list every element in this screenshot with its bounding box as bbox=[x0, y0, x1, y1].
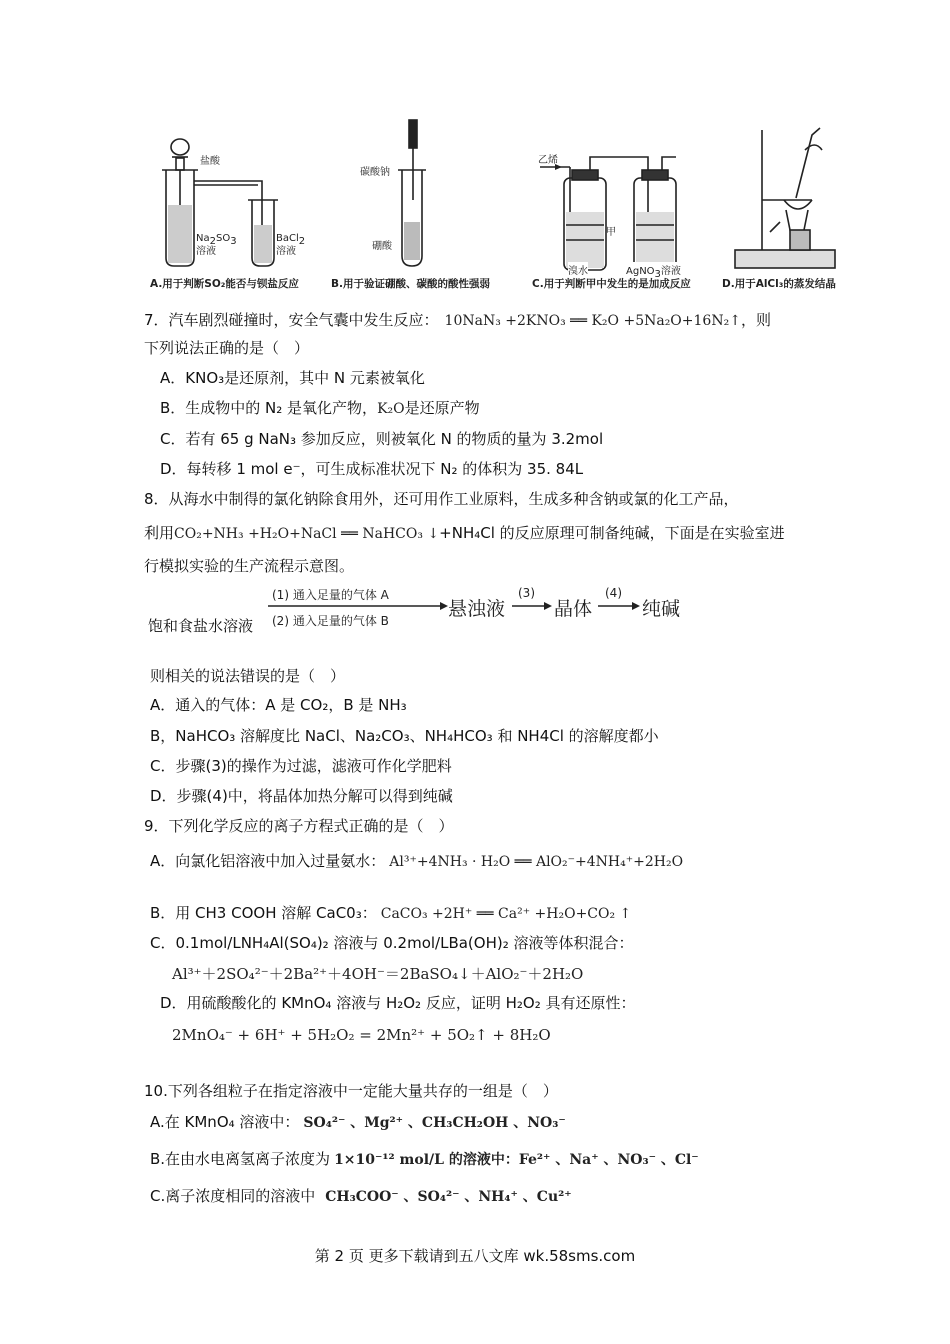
q9-eq-b: CaCO₃ +2H⁺ ══ Ca²⁺ +H₂O+CO₂ ↑ bbox=[380, 906, 632, 922]
q7-option-d: D．每转移 1 mol e⁻，可生成标准状况下 N₂ 的体积为 35. 84L bbox=[160, 460, 584, 478]
q8-option-c: C．步骤(3)的操作为过滤，滤液可作化学肥料 bbox=[150, 757, 452, 775]
label-bromine: 溴水 bbox=[568, 262, 588, 277]
label-ethylene: 乙烯 bbox=[538, 155, 558, 166]
apparatus-d bbox=[735, 128, 835, 268]
apparatus-drawing bbox=[0, 0, 950, 300]
apparatus-b bbox=[398, 120, 426, 266]
q8-option-b: B，NaHCO₃ 溶解度比 NaCl、Na₂CO₃、NH₄HCO₃ 和 NH4Cl 的溶解度都小 bbox=[150, 727, 659, 745]
q7-stem: 7．汽车剧烈碰撞时，安全气囊中发生反应： 10NaN₃ +2KNO₃ ══ K₂O +5Na₂O+16N₂↑，则 bbox=[144, 311, 771, 329]
flow-step3: (3) bbox=[518, 586, 535, 600]
flow-node-suspension: 悬浊液 bbox=[448, 598, 506, 620]
q10-stem: 10.下列各组粒子在指定溶液中一定能大量共存的一组是（ ） bbox=[144, 1082, 558, 1100]
label-hcl: 盐酸 bbox=[200, 156, 220, 167]
q10-option-a: A.在 KMnO₄ 溶液中： SO₄²⁻ 、Mg²⁺ 、CH₃CH₂OH 、NO₃⁻ bbox=[150, 1113, 566, 1131]
caption-c: C.用于判断甲中发生的是加成反应 bbox=[532, 278, 691, 290]
q7-equation: 10NaN₃ +2KNO₃ ══ K₂O +5Na₂O+16N₂↑ bbox=[444, 313, 741, 329]
apparatus-c bbox=[540, 157, 676, 270]
q8-line3: 行模拟实验的生产流程示意图。 bbox=[144, 557, 355, 575]
q8-line1: 8．从海水中制得的氯化钠除食用外，还可用作工业原料，生成多种含钠或氯的化工产品， bbox=[144, 490, 739, 508]
label-na2co3: 碳酸钠 bbox=[360, 167, 390, 178]
q9-eq-a: Al³⁺+4NH₃ · H₂O ══ AlO₂⁻+4NH₄⁺+2H₂O bbox=[389, 854, 684, 870]
flow-node-soda: 纯碱 bbox=[642, 598, 681, 620]
flow-step2: (2) 通入足量的气体 B bbox=[272, 614, 389, 628]
q7-option-a: A．KNO₃是还原剂，其中 N 元素被氧化 bbox=[160, 369, 425, 387]
label-jia: 甲 bbox=[606, 227, 616, 238]
q9-option-c: C．0.1mol/LNH₄Al(SO₄)₂ 溶液与 0.2mol/LBa(OH)₂ 溶液等体积混合： bbox=[150, 934, 634, 952]
q8-equation: CO₂+NH₃ +H₂O+NaCl ══ NaHCO₃ ↓ bbox=[174, 526, 440, 542]
label-boric: 硼酸 bbox=[372, 241, 392, 252]
q8-option-a: A．通入的气体：A 是 CO₂，B 是 NH₃ bbox=[150, 696, 407, 714]
q9-eq-c: Al³⁺＋2SO₄²⁻＋2Ba²⁺＋4OH⁻＝2BaSO₄↓＋AlO₂⁻＋2H₂O bbox=[172, 965, 584, 983]
q7-line2: 下列说法正确的是（ ） bbox=[144, 339, 310, 357]
label-agno3: AgNO$_3$溶液 bbox=[626, 262, 681, 277]
q9-option-d: D．用硫酸酸化的 KMnO₄ 溶液与 H₂O₂ 反应，证明 H₂O₂ 具有还原性： bbox=[160, 994, 636, 1012]
q10-option-c: C.离子浓度相同的溶液中 CH₃COO⁻ 、SO₄²⁻ 、NH₄⁺ 、Cu²⁺ bbox=[150, 1187, 572, 1205]
flow-step4: (4) bbox=[605, 586, 622, 600]
caption-d: D.用于AlCl₃的蒸发结晶 bbox=[722, 278, 836, 290]
q7-option-c: C．若有 65 g NaN₃ 参加反应，则被氧化 N 的物质的量为 3.2mol bbox=[160, 430, 604, 448]
caption-b: B.用于验证硼酸、碳酸的酸性强弱 bbox=[331, 278, 490, 290]
caption-a: A.用于判断SO₂能否与钡盐反应 bbox=[150, 278, 299, 290]
q10-option-b: B.在由水电离氢离子浓度为 1×10⁻¹² mol/L 的溶液中：Fe²⁺ 、Na⁺ 、NO₃⁻ 、Cl⁻ bbox=[150, 1150, 699, 1168]
flow-start: 饱和食盐水溶液 bbox=[148, 617, 254, 635]
q9-option-a: A．向氯化铝溶液中加入过量氨水： Al³⁺+4NH₃ · H₂O ══ AlO₂⁻+4NH₄⁺+2H₂O bbox=[150, 852, 684, 870]
q9-stem: 9．下列化学反应的离子方程式正确的是（ ） bbox=[144, 817, 454, 835]
label-bacl2: BaCl$_2$ 溶液 bbox=[276, 233, 306, 257]
q8-line2: 利用CO₂+NH₃ +H₂O+NaCl ══ NaHCO₃ ↓+NH₄Cl 的反应原理可制备纯碱，下面是在实验室进 bbox=[144, 524, 785, 542]
q7-option-b: B．生成物中的 N₂ 是氧化产物，K₂O是还原产物 bbox=[160, 399, 480, 417]
page-footer: 第 2 页 更多下载请到五八文库 wk.58sms.com bbox=[314, 1247, 636, 1265]
label-na2so3: $Na_2SO_3$ 溶液 bbox=[196, 233, 237, 257]
q9-option-b: B．用 CH3 COOH 溶解 CaC0₃： CaCO₃ +2H⁺ ══ Ca²⁺ +H₂O+CO₂ ↑ bbox=[150, 904, 632, 922]
flow-node-crystal: 晶体 bbox=[554, 598, 593, 620]
q8-ask: 则相关的说法错误的是（ ） bbox=[150, 667, 346, 685]
q8-option-d: D．步骤(4)中，将晶体加热分解可以得到纯碱 bbox=[150, 787, 453, 805]
flow-step1: (1) 通入足量的气体 A bbox=[272, 588, 389, 602]
q9-eq-d: 2MnO₄⁻ + 6H⁺ + 5H₂O₂ = 2Mn²⁺ + 5O₂↑ + 8H₂O bbox=[172, 1026, 551, 1044]
